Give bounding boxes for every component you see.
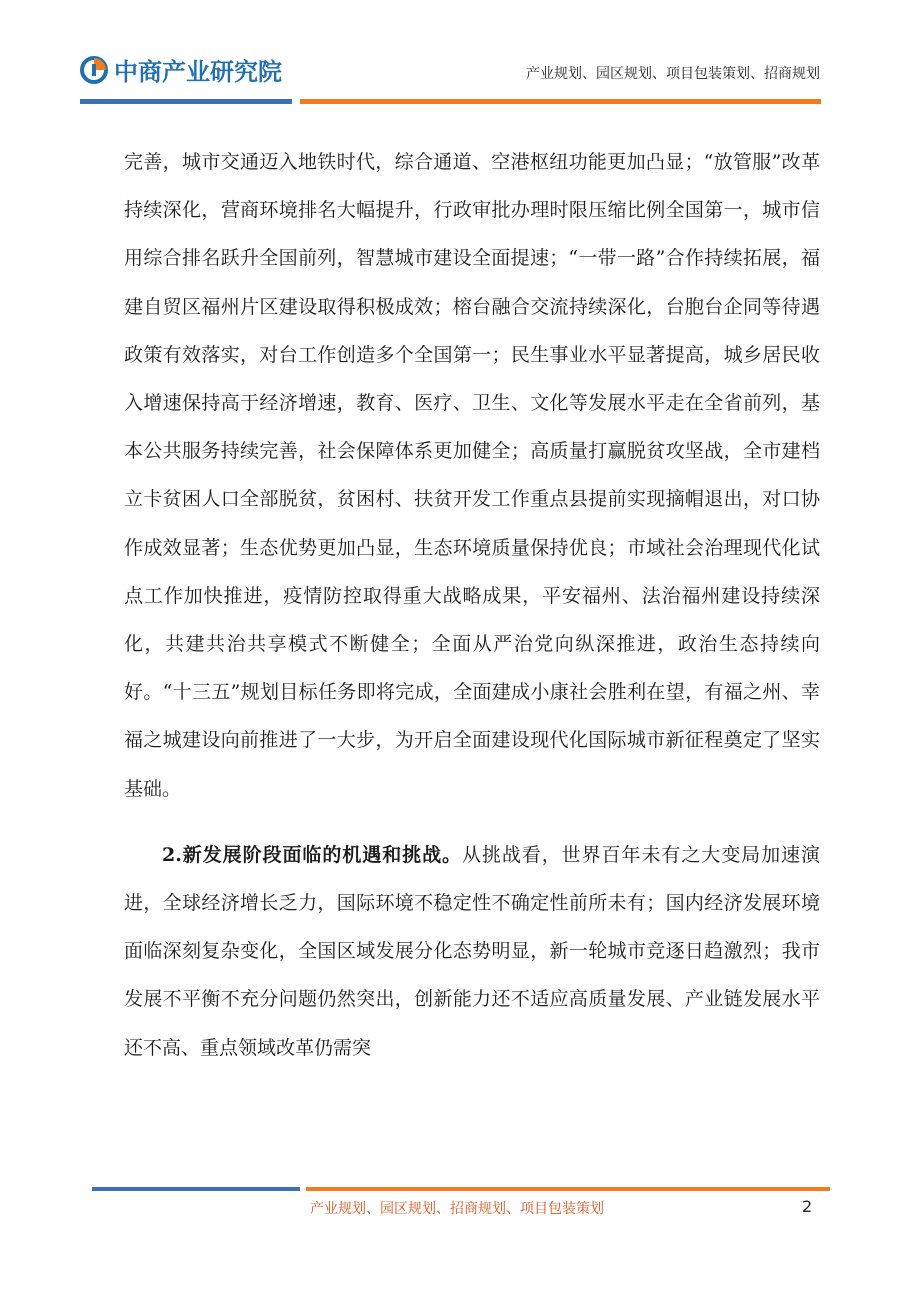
header-divider-blue (80, 99, 292, 104)
document-body (124, 138, 820, 1072)
footer-divider-orange (306, 1187, 830, 1191)
page-number: 2 (802, 1197, 813, 1216)
section-text: 从挑战看，世界百年未有之大变局加速演进，全球经济增长乏力，国际环境不稳定性不确定性前所未有；国内经济发展环境面临深刻复杂变化，全国区域发展分化态势明显，新一轮城市竞逐日趋激烈；我市发展不平衡不充分问题仍然突出，创新能力还不适应高质量发展、产业链发展水平还不高、重点领域改革仍需突 (124, 843, 820, 1059)
company-logo (80, 52, 282, 87)
header-tagline: 产业规划、园区规划、项目包装策划、招商规划 (526, 66, 820, 82)
body-paragraph: 完善，城市交通迈入地铁时代，综合通道、空港枢纽功能更加凸显；“放管服”改革持续深化，营商环境排名大幅提升，行政审批办理时限压缩比例全国第一，城市信用综合排名跃升全国前列，智慧城市建设全面提速；“一带一路”合作持续拓展，福建自贸区福州片区建设取得积极成效；榕台融合交流持续深化，台胞台企同等待遇政策有效落实，对台工作创造多个全国第一；民生事业水平显著提高，城乡居民收入增速保持高于经济增速，教育、医疗、卫生、文化等发展水平走在全省前列，基本公共服务持续完善，社会保障体系更加健全；高质量打赢脱贫攻坚战，全市建档立卡贫困人口全部脱贫，贫困村、扶贫开发工作重点县提前实现摘帽退出，对口协作成效显著；生态优势更加凸显，生态环境质量保持优良；市域社会治理现代化试点工作加快推进，疫情防控取得重大战略成果，平安福州、法治福州建设持续深化，共建共治共享模式不断健全；全面从严治党向纵深推进，政治生态持续向好。“十三五”规划目标任务即将完成，全面建成小康社会胜利在望，有福之州、幸福之城建设向前推进了一大步，为开启全面建设现代化国际城市新征程奠定了坚实基础。 (124, 151, 820, 800)
body-paragraph-section (124, 831, 820, 1072)
logo-mark-icon (80, 56, 108, 84)
footer-tagline: 产业规划、园区规划、招商规划、项目包装策划 (310, 1201, 604, 1217)
logo-text: 中商产业研究院 (114, 58, 282, 86)
header-divider-orange (300, 99, 821, 104)
section-heading: 2.新发展阶段面临的机遇和挑战。 (162, 843, 462, 866)
footer-divider-blue (92, 1187, 300, 1191)
page-header (0, 0, 920, 110)
